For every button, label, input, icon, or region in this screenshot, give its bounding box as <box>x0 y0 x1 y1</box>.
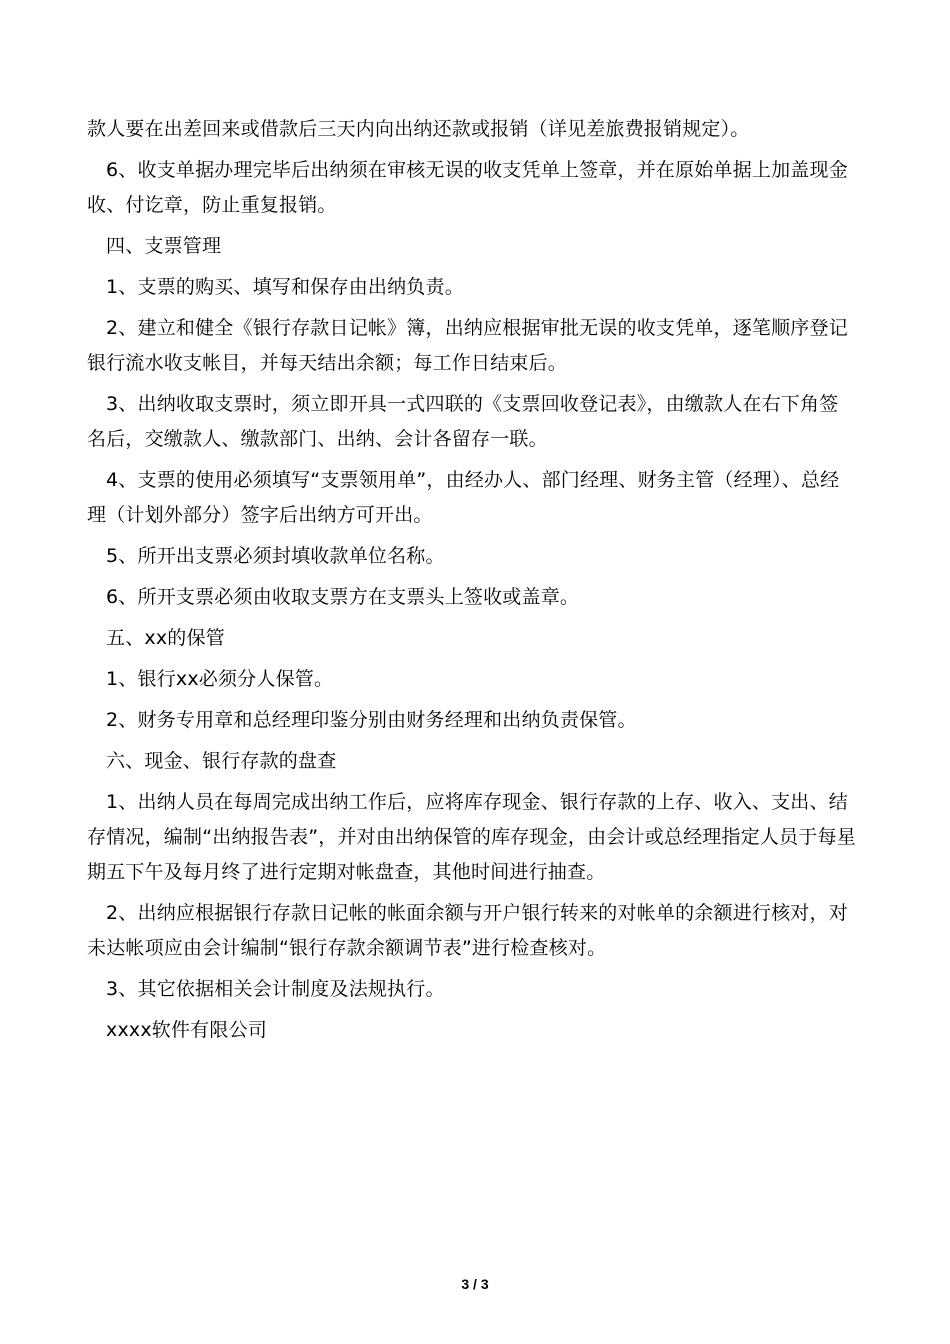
paragraph-cheque-item-6: 6、所开支票必须由收取支票方在支票头上签收或盖章。 <box>106 586 580 608</box>
page-number: 3 / 3 <box>461 1276 489 1292</box>
paragraph-cheque-item-2: 2、建立和健全《银行存款日记帐》簿，出纳应根据审批无误的收支凭单，逐笔顺序登记银行流水收支帐目，并每天结出余额；每工作日结束后。 <box>87 317 848 374</box>
paragraph-audit-item-1: 1、出纳人员在每周完成出纳工作后，应将库存现金、银行存款的上存、收入、支出、结存情况，编制“出纳报告表”，并对由出纳保管的库存现金，由会计或总经理指定人员于每星期五下午及每月终了进行定期对帐盘查，其他时间进行抽查。 <box>87 791 856 883</box>
paragraph-cheque-item-3: 3、出纳收取支票时，须立即开具一式四联的《支票回收登记表》，由缴款人在右下角签名后，交缴款人、缴款部门、出纳、会计各留存一联。 <box>87 393 839 450</box>
section-heading-cheque-management: 四、支票管理 <box>106 235 222 257</box>
paragraph-continuation: 款人要在出差回来或借款后三天内向出纳还款或报销（详见差旅费报销规定）。 <box>87 118 750 140</box>
section-heading-cash-audit: 六、现金、银行存款的盘查 <box>106 750 337 772</box>
paragraph-item-6-receipt-stamp: 6、收支单据办理完毕后出纳须在审核无误的收支凭单上签章，并在原始单据上加盖现金收、付讫章，防止重复报销。 <box>87 159 848 216</box>
paragraph-audit-item-2: 2、出纳应根据银行存款日记帐的帐面余额与开户银行转来的对帐单的余额进行核对，对未达帐项应由会计编制“银行存款余额调节表”进行检查核对。 <box>87 902 848 959</box>
paragraph-audit-item-3: 3、其它依据相关会计制度及法规执行。 <box>106 978 445 1000</box>
company-signature: xxxx软件有限公司 <box>106 1019 267 1041</box>
paragraph-cheque-item-4: 4、支票的使用必须填写“支票领用单”，由经办人、部门经理、财务主管（经理）、总经理（计划外部分）签字后出纳方可开出。 <box>87 469 840 526</box>
paragraph-custody-item-1: 1、银行xx必须分人保管。 <box>106 668 334 690</box>
document-body <box>87 112 857 1054</box>
paragraph-custody-item-2: 2、财务专用章和总经理印鉴分别由财务经理和出纳负责保管。 <box>106 709 637 731</box>
section-heading-custody: 五、xx的保管 <box>106 627 225 649</box>
paragraph-cheque-item-1: 1、支票的购买、填写和保存由出纳负责。 <box>106 276 464 298</box>
paragraph-cheque-item-5: 5、所开出支票必须封填收款单位名称。 <box>106 545 445 567</box>
